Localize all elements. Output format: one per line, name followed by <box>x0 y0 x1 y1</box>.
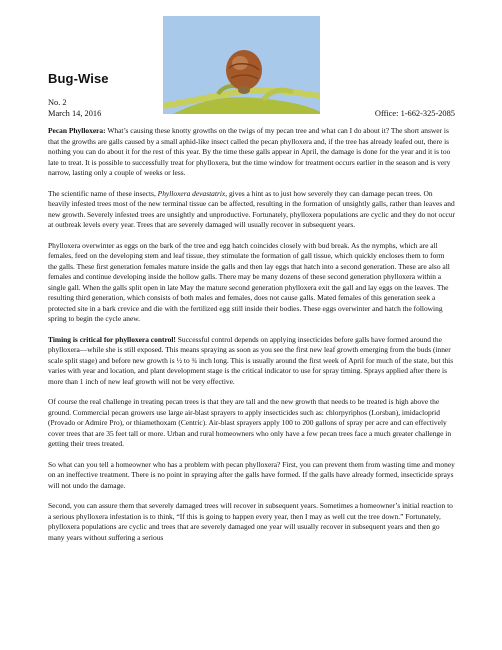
paragraph-scientific-name: The scientific name of these insects, Phylloxera devastatrix, gives a hint as to just how severely they can damage pecan trees. On heavily infested trees most of the new terminal tissue can be affected, resulting in the formation of unsightly galls, rather than leaves and new growth. Severely infested trees are unsightly and unproductive. Fortunately, phylloxera populations are cyclic and they do not occur at outbreak levels every year. Trees that are severely damaged will usually recover in subsequent years. <box>48 188 456 229</box>
section-heading-timing: Timing is critical for phylloxera control! <box>48 334 176 344</box>
paragraph-treatment-challenge: Of course the real challenge in treating pecan trees is that they are tall and the new growth that needs to be treated is high above the ground. Commercial pecan growers use large air-blast sprayers to apply insecticides such as: chlorpyriphos (Lorsban), imidacloprid (Provado or Admire Pro), or thiamethoxam (Centric). Air-blast sprayers apply 100 to 200 gallons of spray per acre and can effectively cover trees that are 35 feet tall or more. Urban and rural homeowners who only have a few pecan trees face a much greater challenge in getting their trees treated. <box>48 397 452 448</box>
newsletter-title: Bug-Wise <box>48 71 109 86</box>
paragraph-intro: Pecan Phylloxera: What’s causing these knotty growths on the twigs of my pecan tree and what can I do about it? The short answer is that the growths are galls caused by a small aphid-like insect called the pecan phylloxera and, if the tree has already leafed out, there is nothing you can do about it for the rest of this year. By the time these galls appear in April, the damage is done for the year and it is too late to treat. It is possible to successfully treat for phylloxera, but the time window for treatment occurs earlier in the season and is very narrow, lasting only a couple of weeks or less. <box>48 126 451 177</box>
date-office-row <box>48 108 455 119</box>
paragraph-life-cycle: Phylloxera overwinter as eggs on the bark of the tree and egg hatch coincides closely with bud break. As the nymphs, which are all females, feed on the developing stem and leaf tissue, they stimulate the formation of gall tissue, which quickly encloses them to form the galls. These first generation females mature inside the galls and then lay eggs that hatch into a second generation. These are also all females and continue developing inside the hollow galls. There may be many dozens of these second generation phylloxera within a single gall. When the galls split open in late May the mature second generation phylloxera exit the gall and lay eggs on the leaves. The resulting third generation, which consists of both males and females, does not cause galls. Mated females of this generation seek a protected site in a bark crevice and die with the fertilized egg still inside their bodies. These eggs overwinter and hatch the following spring to begin the cycle anew. <box>48 240 450 323</box>
issue-date: March 14, 2016 <box>48 109 102 118</box>
office-phone: Office: 1-662-325-2085 <box>374 109 455 118</box>
paragraph-recovery: Second, you can assure them that severely damaged trees will recover in subsequent years. Sometimes a homeowner’s initial reaction to a serious phylloxera infestation is to think, “If this is going to happen every year, then I may as well cut the tree down.” Fortunately, phylloxera populations are cyclic and trees that are severely damaged one year will usually recover in subsequent years and then go many years without suffering a serious <box>48 501 453 542</box>
paragraph-homeowner-advice: So what can you tell a homeowner who has a problem with pecan phylloxera? First, you can prevent them from wasting time and money on an ineffective treatment. There is no point in spraying after the galls have formed. If the galls have already formed, insecticide sprays will not undo the damage. <box>48 459 455 490</box>
section-heading-pecan-phylloxera: Pecan Phylloxera: <box>48 126 106 135</box>
paragraph-timing: Timing is critical for phylloxera control! Successful control depends on applying insecticides before galls have formed around the phylloxera—while she is still exposed. This means spraying as soon as you see the first new leaf growth emerging from the buds (inner scale split stage) and before new growth is ½ to ¾ inch long. This is usually around the first week of April for much of the state, but this varies with year and location, and plant development stage is the critical indicator to use for spray timing. Sprays applied after there is more than 1 inch of new leaf growth will not be very effective. <box>48 334 454 386</box>
species-name: Phylloxera devastatrix <box>157 188 226 198</box>
article-body <box>48 126 455 553</box>
issue-number: No. 2 <box>48 98 67 107</box>
